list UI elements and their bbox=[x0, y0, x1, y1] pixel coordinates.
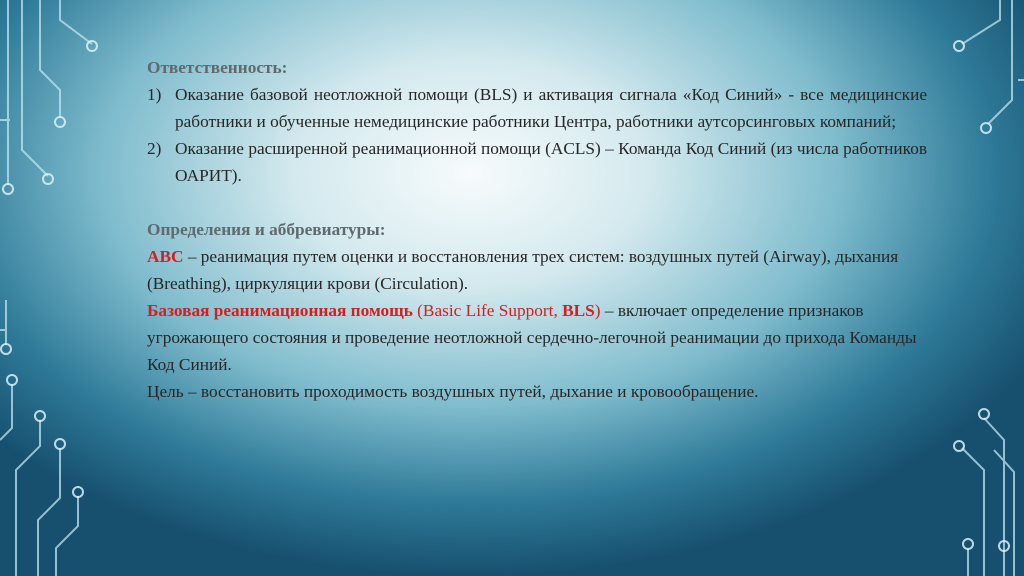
definitions-heading: Определения и аббревиатуры: bbox=[147, 220, 386, 239]
abc-definition bbox=[147, 243, 927, 297]
responsibility-item-2 bbox=[147, 135, 927, 189]
spacer bbox=[147, 189, 927, 216]
bls-paren-close: ) bbox=[594, 301, 601, 320]
goal-text: Цель – восстановить проходимость воздушных путей, дыхание и кровообращение. bbox=[147, 382, 759, 401]
responsibility-item-1 bbox=[147, 81, 927, 135]
responsibility-heading: Ответственность: bbox=[147, 58, 288, 77]
list-number: 1) bbox=[147, 85, 162, 104]
bls-paren-open: (Basic Life Support, bbox=[412, 301, 563, 320]
bls-definition bbox=[147, 297, 927, 378]
list-item-text: Оказание расширенной реанимационной помощи (ACLS) – Команда Код Синий (из числа работников ОАРИТ). bbox=[175, 139, 927, 185]
list-number: 2) bbox=[147, 139, 162, 158]
abc-term: АВС bbox=[147, 247, 184, 266]
bls-text: – включает определение признаков угрожающего состояния и проведение неотложной сердечно-легочной реанимации до прихода Команды Код Синий. bbox=[147, 301, 917, 374]
bls-term: Базовая реанимационная помощь bbox=[147, 301, 413, 320]
abc-text: – реанимация путем оценки и восстановления трех систем: воздушных путей (Airway), дыхания (Breathing), циркуляции крови (Circulation). bbox=[147, 247, 899, 293]
bls-abbr: BLS bbox=[562, 301, 595, 320]
list-item-text: Оказание базовой неотложной помощи (BLS) и активация сигнала «Код Синий» - все медицинские работники и обученные немедицинские работники Центра, работники аутсорсинговых компаний; bbox=[175, 85, 927, 131]
slide-text-content bbox=[147, 54, 927, 405]
